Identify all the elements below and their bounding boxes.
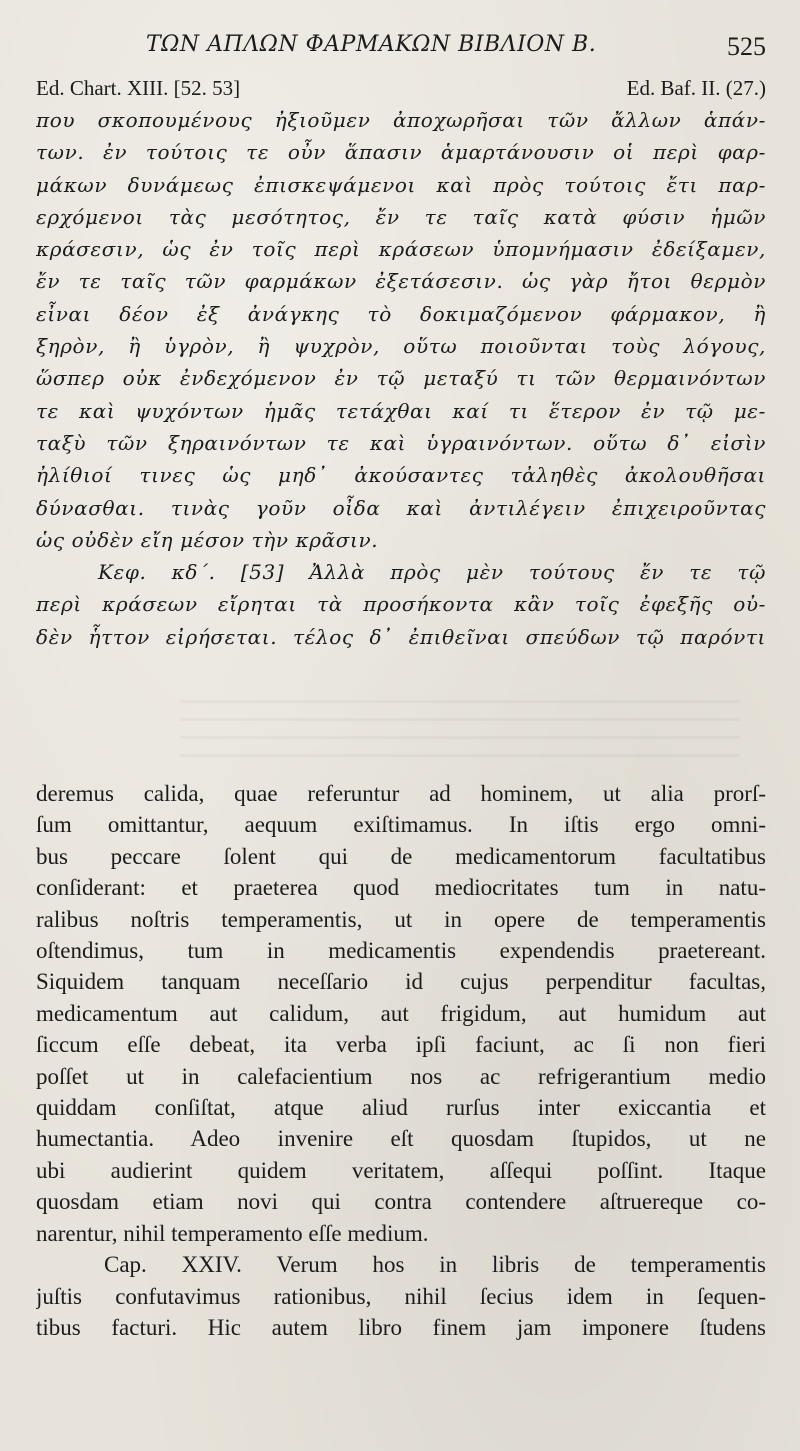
greek-line: τε καὶ ψυχόντων ἡμᾶς τετάχθαι καί τι ἕτερον ἐν τῷ με- [36,398,766,423]
latin-text-block [36,778,766,1343]
edition-basel-ref: Ed. Baf. II. (27.) [626,76,766,100]
latin-line: quiddam conſiſtat, atque aliud rurſus inter exiccantia et [36,1095,766,1121]
greek-line: δὲν ἧττον εἰρήσεται. τέλος δ᾽ ἐπιθεῖναι σπεύδων τῷ παρόντι [36,624,766,649]
greek-line: εἶναι δέον ἐξ ἀνάγκης τὸ δοκιμαζόμενον φάρμακον, ἢ [36,301,766,326]
latin-line: tibus facturi. Hic autem libro finem jam imponere ſtudens [36,1314,766,1340]
greek-line: ταξὺ τῶν ξηραινόντων τε καὶ ὑγραινόντων. οὕτω δ᾽ εἰσὶν [36,430,766,455]
greek-line: ἔν τε ταῖς τῶν φαρμάκων ἐξετάσεσιν. ὡς γὰρ ἤτοι θερμὸν [36,269,766,294]
latin-line: ubi audierint quidem veritatem, aſſequi poſſint. Itaque [36,1157,766,1183]
latin-line: Siquidem tanquam neceſſario id cujus perpenditur facultas, [36,969,766,995]
latin-line: bus peccare ſolent qui de medicamentorum facultatibus [36,843,766,869]
latin-line: humectantia. Adeo invenire eſt quosdam ſtupidos, ut ne [36,1126,766,1152]
latin-line: ſum omittantur, aequum exiſtimamus. In iſtis ergo omni- [36,812,766,838]
page-number: 525 [727,32,766,61]
greek-line: κράσεσιν, ὡς ἐν τοῖς περὶ κράσεων ὑπομνήμασιν ἐδείξαμεν, [36,237,766,262]
edition-line [36,76,766,102]
greek-line: ξηρὸν, ἢ ὑγρὸν, ἢ ψυχρὸν, οὕτω ποιοῦνται τοὺς λόγους, [36,334,766,359]
bleed-through-shadow [180,700,740,760]
greek-line: ὥσπερ οὐκ ἐνδεχόμενον ἐν τῷ μεταξύ τι τῶν θερμαινόντων [36,366,766,391]
greek-line: Κεφ. κδ΄. [53] Ἀλλὰ πρὸς μὲν τούτους ἔν τε τῷ [98,560,766,585]
greek-line: που σκοπουμένους ἠξιοῦμεν ἀποχωρῆσαι τῶν ἄλλων ἁπάν- [36,108,766,132]
latin-line: Cap. XXIV. Verum hos in libris de temperamentis [104,1252,766,1278]
latin-line: ralibus noſtris temperamentis, ut in opere de temperamentis [36,906,766,932]
running-title: ΤΩΝ ΑΠΛΩΝ ΦΑΡΜΑΚΩΝ ΒΙΒΛΙΟΝ Β. [146,32,597,57]
greek-line: ερχόμενοι τὰς μεσότητος, ἔν τε ταῖς κατὰ φύσιν ἡμῶν [36,204,766,229]
running-head [36,30,766,66]
latin-line: quosdam etiam novi qui contra contendere aſtruereque co- [36,1189,766,1215]
greek-line: ἠλίθιοί τινες ὡς μηδ᾽ ἀκούσαντες τἀληθὲς ἀκολουθῆσαι [36,463,766,488]
latin-line: juſtis confutavimus rationibus, nihil ſecius idem in ſequen- [36,1283,766,1309]
latin-line: ſiccum eſſe debeat, ita verba ipſi faciunt, ac ſi non fieri [36,1032,766,1058]
latin-line: deremus calida, quae referuntur ad hominem, ut alia prorſ- [36,781,766,806]
latin-line: conſiderant: et praeterea quod mediocritates tum in natu- [36,875,766,901]
greek-line: ὡς οὐδὲν εἴη μέσον τὴν κρᾶσιν. [36,527,379,552]
edition-chartier-ref: Ed. Chart. XIII. [52. 53] [36,76,241,100]
greek-line: μάκων δυνάμεως ἐπισκεψάμενοι καὶ πρὸς τούτοις ἔτι παρ- [36,172,766,197]
latin-line: poſſet ut in calefacientium nos ac refrigerantium medio [36,1063,766,1089]
latin-line: medicamentum aut calidum, aut frigidum, aut humidum aut [36,1000,766,1026]
greek-text-block [36,104,766,653]
greek-line: των. ἐν τούτοις τε οὖν ἅπασιν ἁμαρτάνουσιν οἱ περὶ φαρ- [36,140,766,165]
latin-line: oſtendimus, tum in medicamentis expendendis praetereant. [36,938,766,964]
greek-line: δύνασθαι. τινὰς γοῦν οἶδα καὶ ἀντιλέγειν ἐπιχειροῦντας [36,495,766,520]
greek-line: περὶ κράσεων εἴρηται τὰ προσήκοντα κἂν τοῖς ἐφεξῆς οὐ- [36,592,766,617]
latin-line: narentur, nihil temperamento eſſe medium. [36,1220,429,1246]
